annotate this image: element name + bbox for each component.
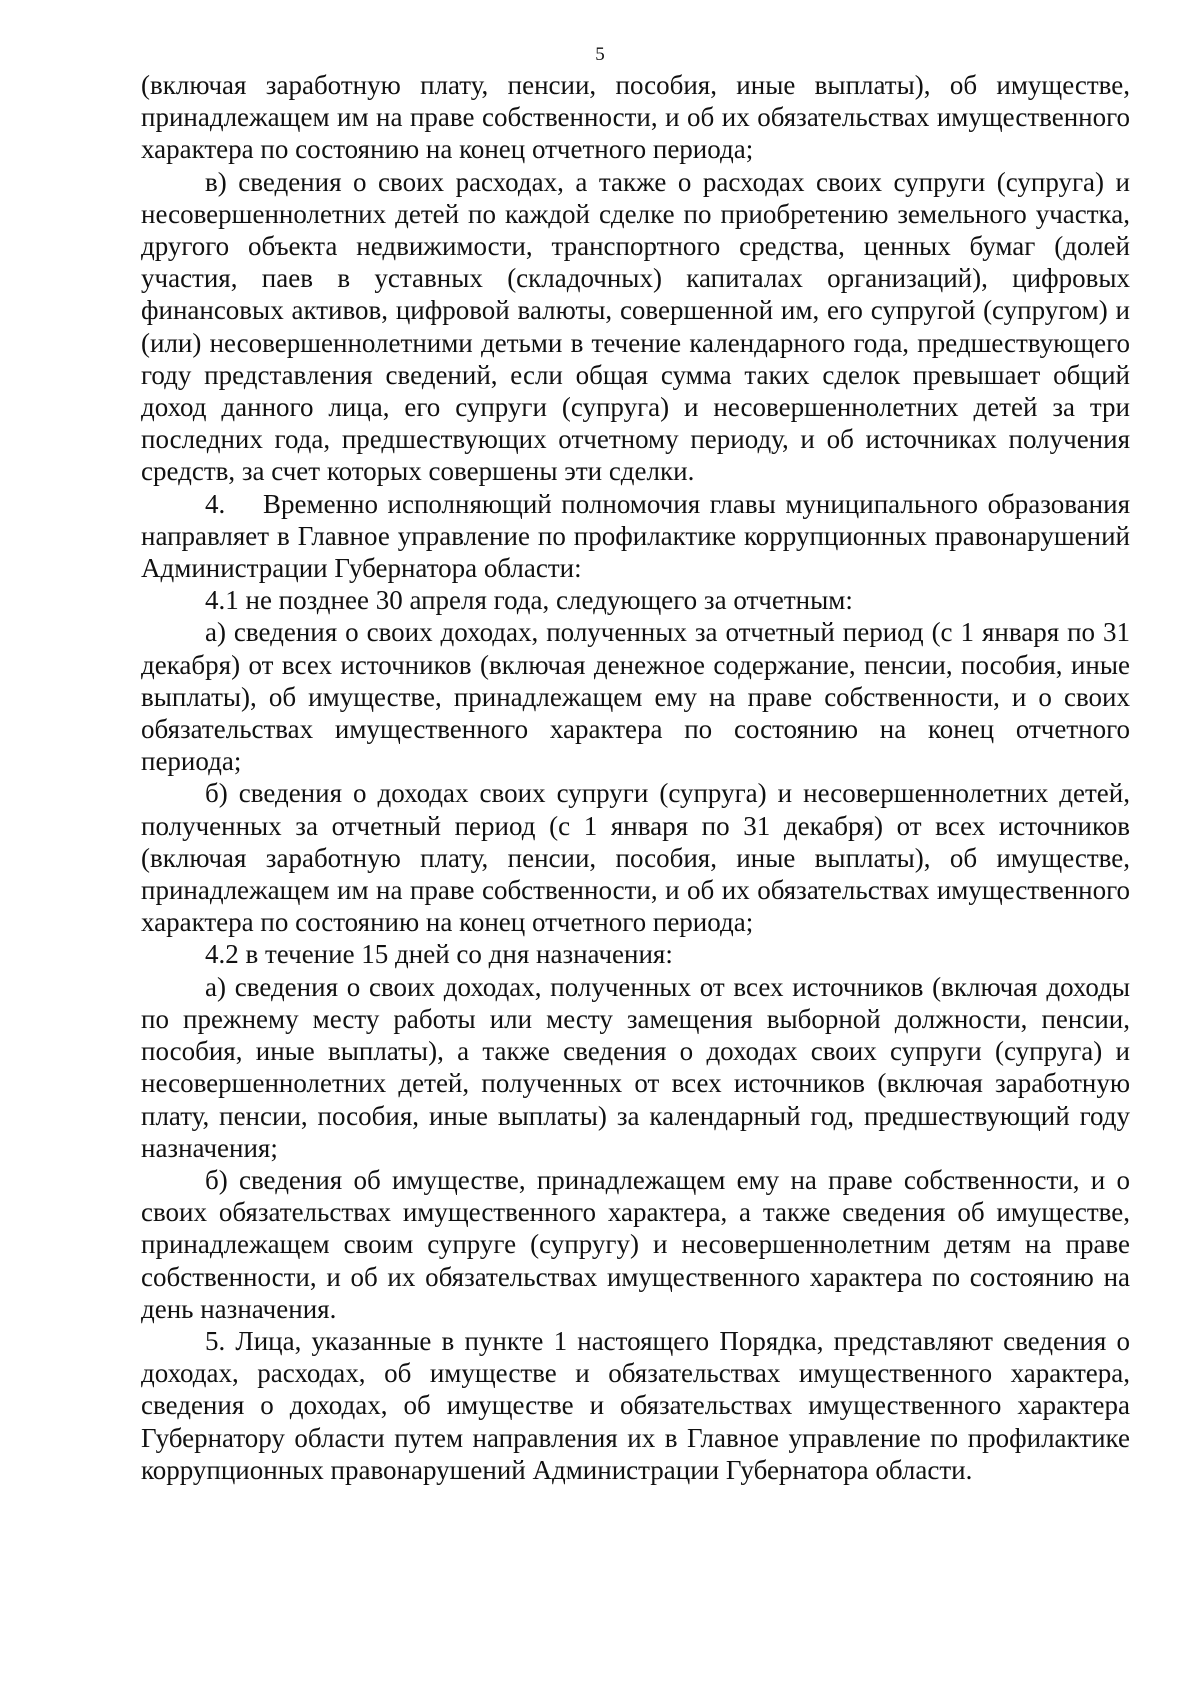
document-body bbox=[141, 69, 1130, 1486]
paragraph-item-5: 5. Лица, указанные в пункте 1 настоящего Порядка, представляют сведения о доходах, расходах, об имуществе и обязательствах имущественного характера, сведения о доходах, об имуществе и обязательствах имущественного характера Губернатору области путем направления их в Главное управление по профилактике коррупционных правонарушений Администрации Губернатора области. bbox=[141, 1325, 1130, 1485]
item-4-text: Временно исполняющий полномочия главы муниципального образования направляет в Главное управление по профилактике коррупционных правонарушений Администрации Губернатора области: bbox=[141, 488, 1130, 584]
paragraph-item-4-2-a: а) сведения о своих доходах, полученных от всех источников (включая доходы по прежнему месту работы или месту замещения выборной должности, пенсии, пособия, иные выплаты), а также сведения о доходах своих супруги (супруга) и несовершеннолетних детей, полученных от всех источников (включая заработную плату, пенсии, пособия, иные выплаты) за календарный год, предшествующий году назначения; bbox=[141, 971, 1130, 1163]
page-number: 5 bbox=[595, 44, 605, 65]
paragraph-item-4-2-b: б) сведения об имуществе, принадлежащем ему на праве собственности, и о своих обязательствах имущественного характера, а также сведения об имуществе, принадлежащем своим супруге (супругу) и несовершеннолетним детям на праве собственности, и об их обязательствах имущественного характера по состоянию на день назначения. bbox=[141, 1164, 1130, 1324]
paragraph-item-4-1: 4.1 не позднее 30 апреля года, следующего за отчетным: bbox=[205, 585, 853, 616]
paragraph-item-v: в) сведения о своих расходах, а также о расходах своих супруги (супруга) и несовершеннолетних детей по каждой сделке по приобретению земельного участка, другого объекта недвижимости, транспортного средства, ценных бумаг (долей участия, паев в уставных (складочных) капиталах организаций), цифровых финансовых активов, цифровой валюты, совершенной им, его супругой (супругом) и (или) несовершеннолетними детьми в течение календарного года, предшествующего году представления сведений, если общая сумма таких сделок превышает общий доход данного лица, его супруги (супруга) и несовершеннолетних детей за три последних года, предшествующих отчетному периоду, и об источниках получения средств, за счет которых совершены эти сделки. bbox=[141, 166, 1130, 487]
paragraph-item-4-1-a: а) сведения о своих доходах, полученных за отчетный период (с 1 января по 31 декабря) от всех источников (включая денежное содержание, пенсии, пособия, иные выплаты), об имуществе, принадлежащем ему на праве собственности, и о своих обязательствах имущественного характера по состоянию на конец отчетного периода; bbox=[141, 617, 1130, 777]
paragraph-continuation: (включая заработную плату, пенсии, пособия, иные выплаты), об имуществе, принадлежащем им на праве собственности, и об их обязательствах имущественного характера по состоянию на конец отчетного периода; bbox=[141, 70, 1130, 165]
item-4-number: 4. bbox=[205, 488, 226, 519]
paragraph-item-4-2: 4.2 в течение 15 дней со дня назначения: bbox=[205, 939, 673, 970]
paragraph-item-4-1-b: б) сведения о доходах своих супруги (супруга) и несовершеннолетних детей, полученных за отчетный период (с 1 января по 31 декабря) от всех источников (включая заработную плату, пенсии, пособия, иные выплаты), об имуществе, принадлежащем им на праве собственности, и об их обязательствах имущественного характера по состоянию на конец отчетного периода; bbox=[141, 778, 1130, 938]
paragraph-item-4 bbox=[141, 488, 1130, 585]
